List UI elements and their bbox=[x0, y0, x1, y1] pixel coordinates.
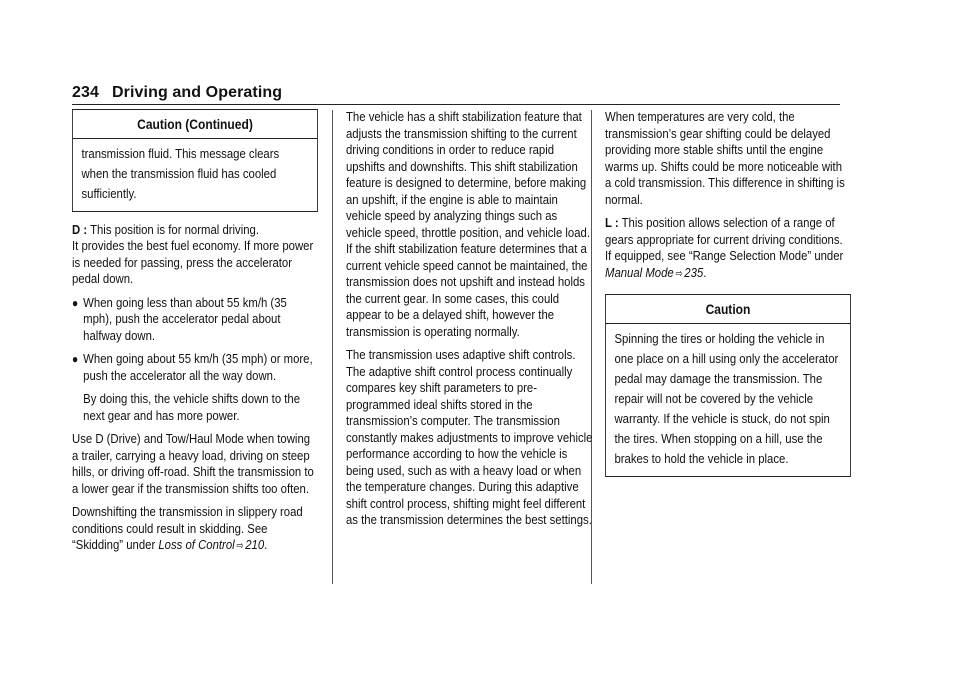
manual-mode-link[interactable]: Manual Mode ⇨ 235 bbox=[605, 264, 704, 280]
column-left bbox=[72, 109, 318, 562]
bullet-icon: ● bbox=[72, 295, 79, 310]
bullet-text: When going about 55 km/h (35 mph) or more, push the accelerator all the way down. bbox=[83, 351, 313, 383]
list-item bbox=[72, 295, 318, 345]
caution-title: Caution bbox=[606, 295, 850, 324]
bullet-subtext: By doing this, the vehicle shifts down to the next gear and has more power. bbox=[83, 391, 301, 423]
section-title: Driving and Operating bbox=[112, 84, 283, 101]
caution-body bbox=[73, 139, 317, 211]
page-header bbox=[72, 84, 282, 102]
caution-body bbox=[606, 324, 850, 476]
page-number: 234 bbox=[72, 84, 99, 101]
d-position-text: It provides the best fuel economy. If more power is needed for passing, press the accelerator pedal down. bbox=[72, 238, 314, 286]
column-right bbox=[605, 109, 851, 487]
caution-box bbox=[605, 294, 851, 477]
caution-title: Caution (Continued) bbox=[73, 110, 317, 139]
caution-text: transmission fluid. This message clears when the transmission fluid has cooled sufficiently. bbox=[81, 145, 280, 201]
shift-stabilization-paragraph: The vehicle has a shift stabilization feature that adjusts the transmission shifting to the current driving conditions in order to reduce rapid upshifts and downshifts. This shift stabilization feature is designed to determine, before making an upshift, if the engine is able to maintain vehicle speed by analyzing things such as vehicle speed, throttle position, and vehicle load. If the shift stabilization feature determines that a current vehicle speed cannot be maintained, the transmission does not upshift and instead holds the current gear. In some cases, this could appear to be a delayed shift, however the transmission is operating normally. bbox=[346, 109, 590, 339]
tow-haul-paragraph: Use D (Drive) and Tow/Haul Mode when towing a trailer, carrying a heavy load, driving on steep hills, or driving off-road. Shift the transmission to a lower gear if the transmission shifts too often. bbox=[72, 431, 314, 496]
d-label: D : bbox=[72, 221, 88, 237]
d-position-definition bbox=[72, 222, 318, 239]
page-ref-arrow-icon: ⇨ bbox=[236, 540, 244, 552]
column-middle bbox=[346, 109, 594, 536]
caution-text: Spinning the tires or holding the vehicle in one place on a hill using only the accelerator pedal may damage the transmission. The repair will not be covered by the vehicle warranty. If the vehicle is stuck, do not spin the tires. When stopping on a hill, use the brakes to hold the vehicle in place. bbox=[614, 330, 839, 466]
loss-of-control-link[interactable]: Loss of Control ⇨ 210 bbox=[158, 537, 265, 552]
l-position-definition: L : This position allows selection of a range of gears appropriate for current driving conditions. If equipped, see “Range Selection Mode” under Manual Mode ⇨ 235. bbox=[605, 215, 844, 280]
bullet-text: When going less than about 55 km/h (35 mph), push the accelerator pedal about halfway down. bbox=[83, 294, 287, 343]
d-text: This position is for normal driving. bbox=[87, 221, 260, 237]
list-item bbox=[72, 351, 318, 384]
header-rule bbox=[72, 104, 840, 105]
adaptive-shift-paragraph: The transmission uses adaptive shift controls. The adaptive shift control process continually compares key shift parameters to pre-programmed ideal shifts stored in the transmission’s computer. The transmission constantly makes adjustments to improve vehicle performance according to how the vehicle is being used, such as with a heavy load or when the temperature changes. During this adaptive shift control process, shifting might feel different as the transmission determines the best settings. bbox=[346, 347, 593, 527]
column-divider bbox=[332, 110, 333, 584]
cold-temperature-paragraph: When temperatures are very cold, the transmission’s gear shifting could be delayed providing more stable shifts until the engine warms up. Shifts could be more noticeable with a cold transmission. This difference in shifting is normal. bbox=[605, 109, 845, 207]
page-ref-arrow-icon: ⇨ bbox=[675, 267, 683, 280]
l-label: L : bbox=[605, 215, 619, 230]
bullet-icon: ● bbox=[72, 352, 79, 366]
downshift-paragraph: Downshifting the transmission in slippery road conditions could result in skidding. See “Skidding” under Loss of Control ⇨ 210. bbox=[72, 504, 303, 552]
caution-box-continued bbox=[72, 109, 318, 212]
